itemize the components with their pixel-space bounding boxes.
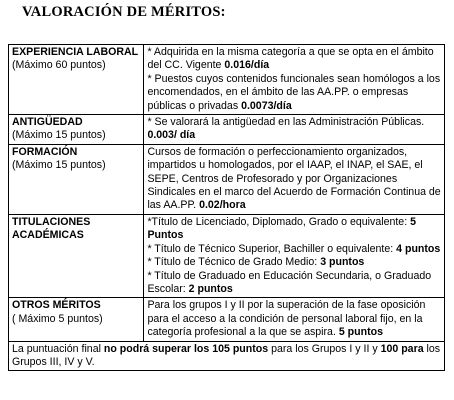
category-cell [9, 298, 144, 341]
description-cell [144, 45, 445, 115]
description-cell [144, 214, 445, 297]
category-name: EXPERIENCIA LABORAL [12, 46, 139, 58]
merits-table [8, 44, 445, 371]
merit-item: * Se valorará la antigüedad en las Administración Públicas. 0.003/ día [147, 116, 425, 142]
table-row-formacion [9, 144, 445, 214]
category-cell [9, 214, 144, 297]
merit-item: * Título de Técnico de Grado Medio: 3 puntos [147, 256, 365, 269]
final-score-note: La puntuación final no podrá superar los 105 puntos para los Grupos I y II y 100 para los Grupos III, IV y V. [9, 341, 445, 371]
category-name: TITULACIONES ACADÉMICAS [12, 215, 91, 242]
category-cell [9, 144, 144, 214]
description-cell [144, 144, 445, 214]
merit-item: *Título de Licenciado, Diplomado, Grado o equivalente: 5 Puntos [147, 215, 416, 242]
category-max-points: (Máximo 60 puntos) [12, 59, 106, 72]
table-row-footer [9, 341, 445, 371]
table-row-antiguedad [9, 115, 445, 145]
merit-item: Para los grupos I y II por la superación de la fase oposición para el acceso a la condición de personal laboral fijo, en la categoría profesional a la que se aspira. 5 puntos [147, 299, 426, 339]
category-name: FORMACIÓN [12, 145, 78, 158]
category-max-points: (Máximo 15 puntos) [12, 159, 106, 172]
category-name: ANTIGÜEDAD [12, 116, 83, 129]
category-max-points: (Máximo 15 puntos) [12, 129, 106, 142]
merit-item: * Título de Técnico Superior, Bachiller o equivalente: 4 puntos [147, 242, 441, 255]
page-title: VALORACIÓN DE MÉRITOS: [22, 4, 226, 20]
merit-item: * Puestos cuyos contenidos funcionales sean homólogos a los encomendados, en el ámbito de las AA.PP. o empresas públicas o privadas 0.0073/día [147, 72, 441, 112]
table-row-titulaciones [9, 214, 445, 297]
description-cell [144, 115, 445, 145]
table-row-experiencia [9, 45, 445, 115]
category-cell [9, 45, 144, 115]
description-cell [144, 298, 445, 341]
category-cell [9, 115, 144, 145]
category-max-points: ( Máximo 5 puntos) [12, 312, 103, 325]
category-name: OTROS MÉRITOS [12, 299, 101, 312]
merit-item: Cursos de formación o perfeccionamiento organizados, impartidos u homologados, por el IAAP, el INAP, el SAE, el SEPE, Centros de Profesorado y por Organizaciones Sindicales en el marco del Acuerdo de Formación Continua de las AA.PP. 0.02/hora [147, 145, 441, 212]
merit-item: * Adquirida en la misma categoría a que se opta en el ámbito del CC. Vigente 0.016/día [147, 46, 434, 72]
table-row-otros-meritos [9, 298, 445, 341]
merit-item: * Título de Graduado en Educación Secundaria, o Graduado Escolar: 2 puntos [147, 269, 432, 295]
